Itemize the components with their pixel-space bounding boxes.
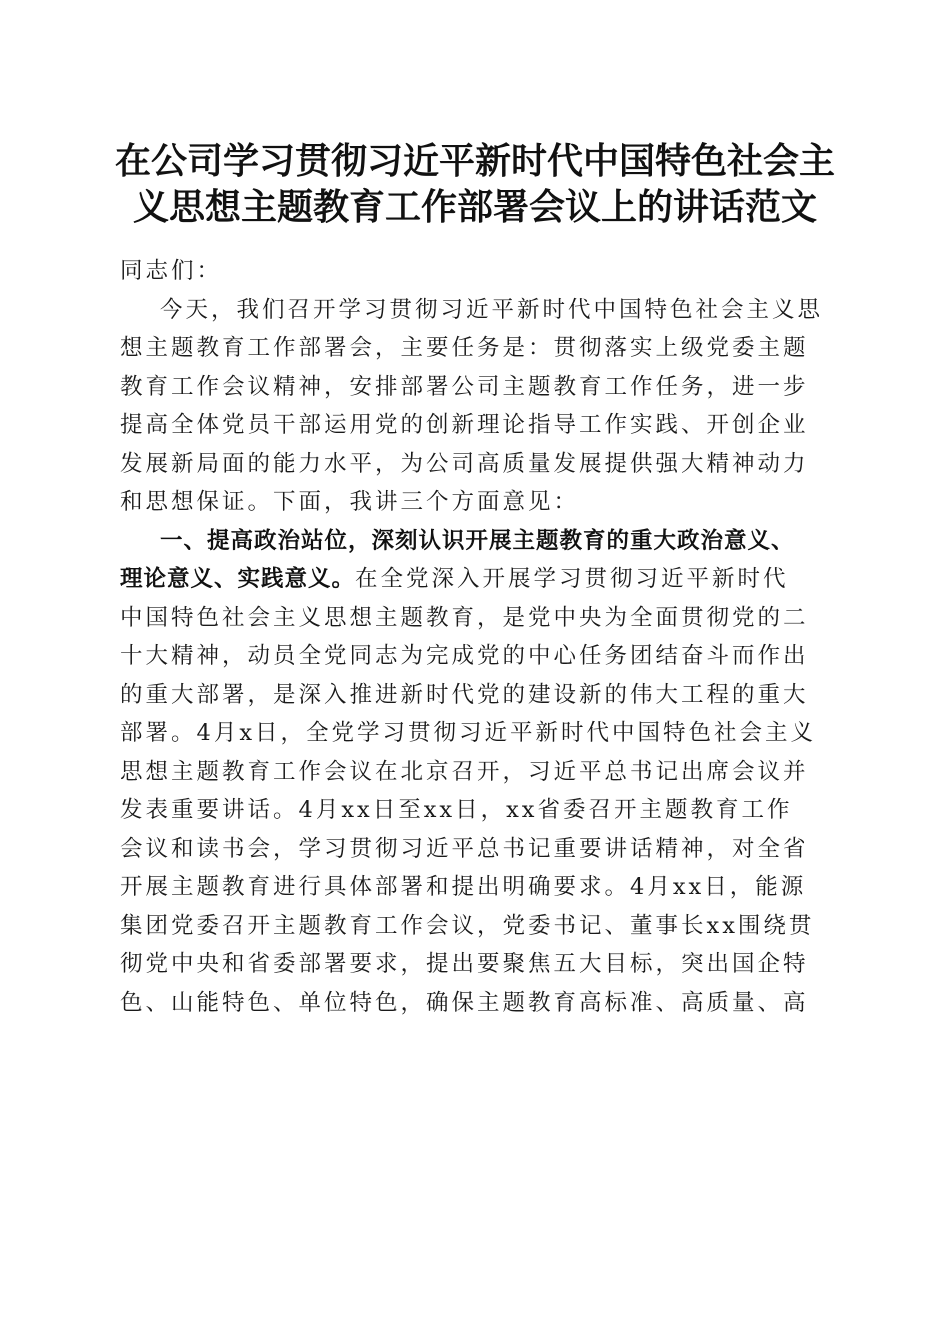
- salutation: 同志们：: [120, 258, 223, 284]
- title-line-1: 在公司学习贯彻习近平新时代中国特色社会主: [114, 140, 835, 182]
- section-1-line: 的重大部署，是深入推进新时代党的建设新的伟大工程的重大: [120, 681, 809, 708]
- paragraph-line: 提高全体党员干部运用党的创新理论指导工作实践、开创企业: [120, 412, 809, 438]
- section-1-line: 发表重要讲话。4月xx日至xx日，xx省委召开主题教育工作: [120, 797, 793, 823]
- section-1-line: 色、山能特色、单位特色，确保主题教育高标准、高质量、高: [120, 989, 809, 1016]
- section-1-line: 思想主题教育工作会议在北京召开，习近平总书记出席会议并: [120, 758, 809, 785]
- section-1: [120, 522, 830, 1023]
- paragraph-line: 教育工作会议精神，安排部署公司主题教育工作任务，进一步: [120, 373, 809, 400]
- paragraph-line: 今天，我们召开学习贯彻习近平新时代中国特色社会主义思: [160, 296, 824, 323]
- paragraph-opening: [120, 291, 830, 522]
- section-1-line: [120, 560, 830, 599]
- section-1-line: 中国特色社会主义思想主题教育，是党中央为全面贯彻党的二: [120, 604, 809, 631]
- section-1-line: 十大精神，动员全党同志为完成党的中心任务团结奋斗而作出: [120, 643, 809, 669]
- section-1-line-rest: 在全党深入开展学习贯彻习近平新时代: [355, 566, 789, 592]
- paragraph-line: 想主题教育工作部署会，主要任务是：贯彻落实上级党委主题: [120, 335, 809, 361]
- document-title: [100, 138, 850, 230]
- section-1-line: 开展主题教育进行具体部署和提出明确要求。4月xx日，能源: [120, 874, 807, 900]
- section-1-line: 彻党中央和省委部署要求，提出要聚焦五大目标，突出国企特: [120, 951, 809, 977]
- section-1-line: 部署。4月x日，全党学习贯彻习近平新时代中国特色社会主义: [120, 720, 817, 746]
- section-1-heading: 一、提高政治站位，深刻认识开展主题教育的重大政治意义、: [160, 527, 795, 554]
- section-1-line: 会议和读书会，学习贯彻习近平总书记重要讲话精神，对全省: [120, 835, 809, 862]
- section-1-heading-tail: 理论意义、实践意义。: [120, 566, 356, 592]
- paragraph-line: 和思想保证。下面，我讲三个方面意见：: [120, 489, 580, 515]
- section-1-line: 集团党委召开主题教育工作会议，党委书记、董事长xx围绕贯: [120, 912, 815, 939]
- paragraph-line: 发展新局面的能力水平，为公司高质量发展提供强大精神动力: [120, 450, 809, 477]
- title-line-2: 义思想主题教育工作部署会议上的讲话范文: [132, 186, 817, 228]
- document-body: [120, 252, 830, 1022]
